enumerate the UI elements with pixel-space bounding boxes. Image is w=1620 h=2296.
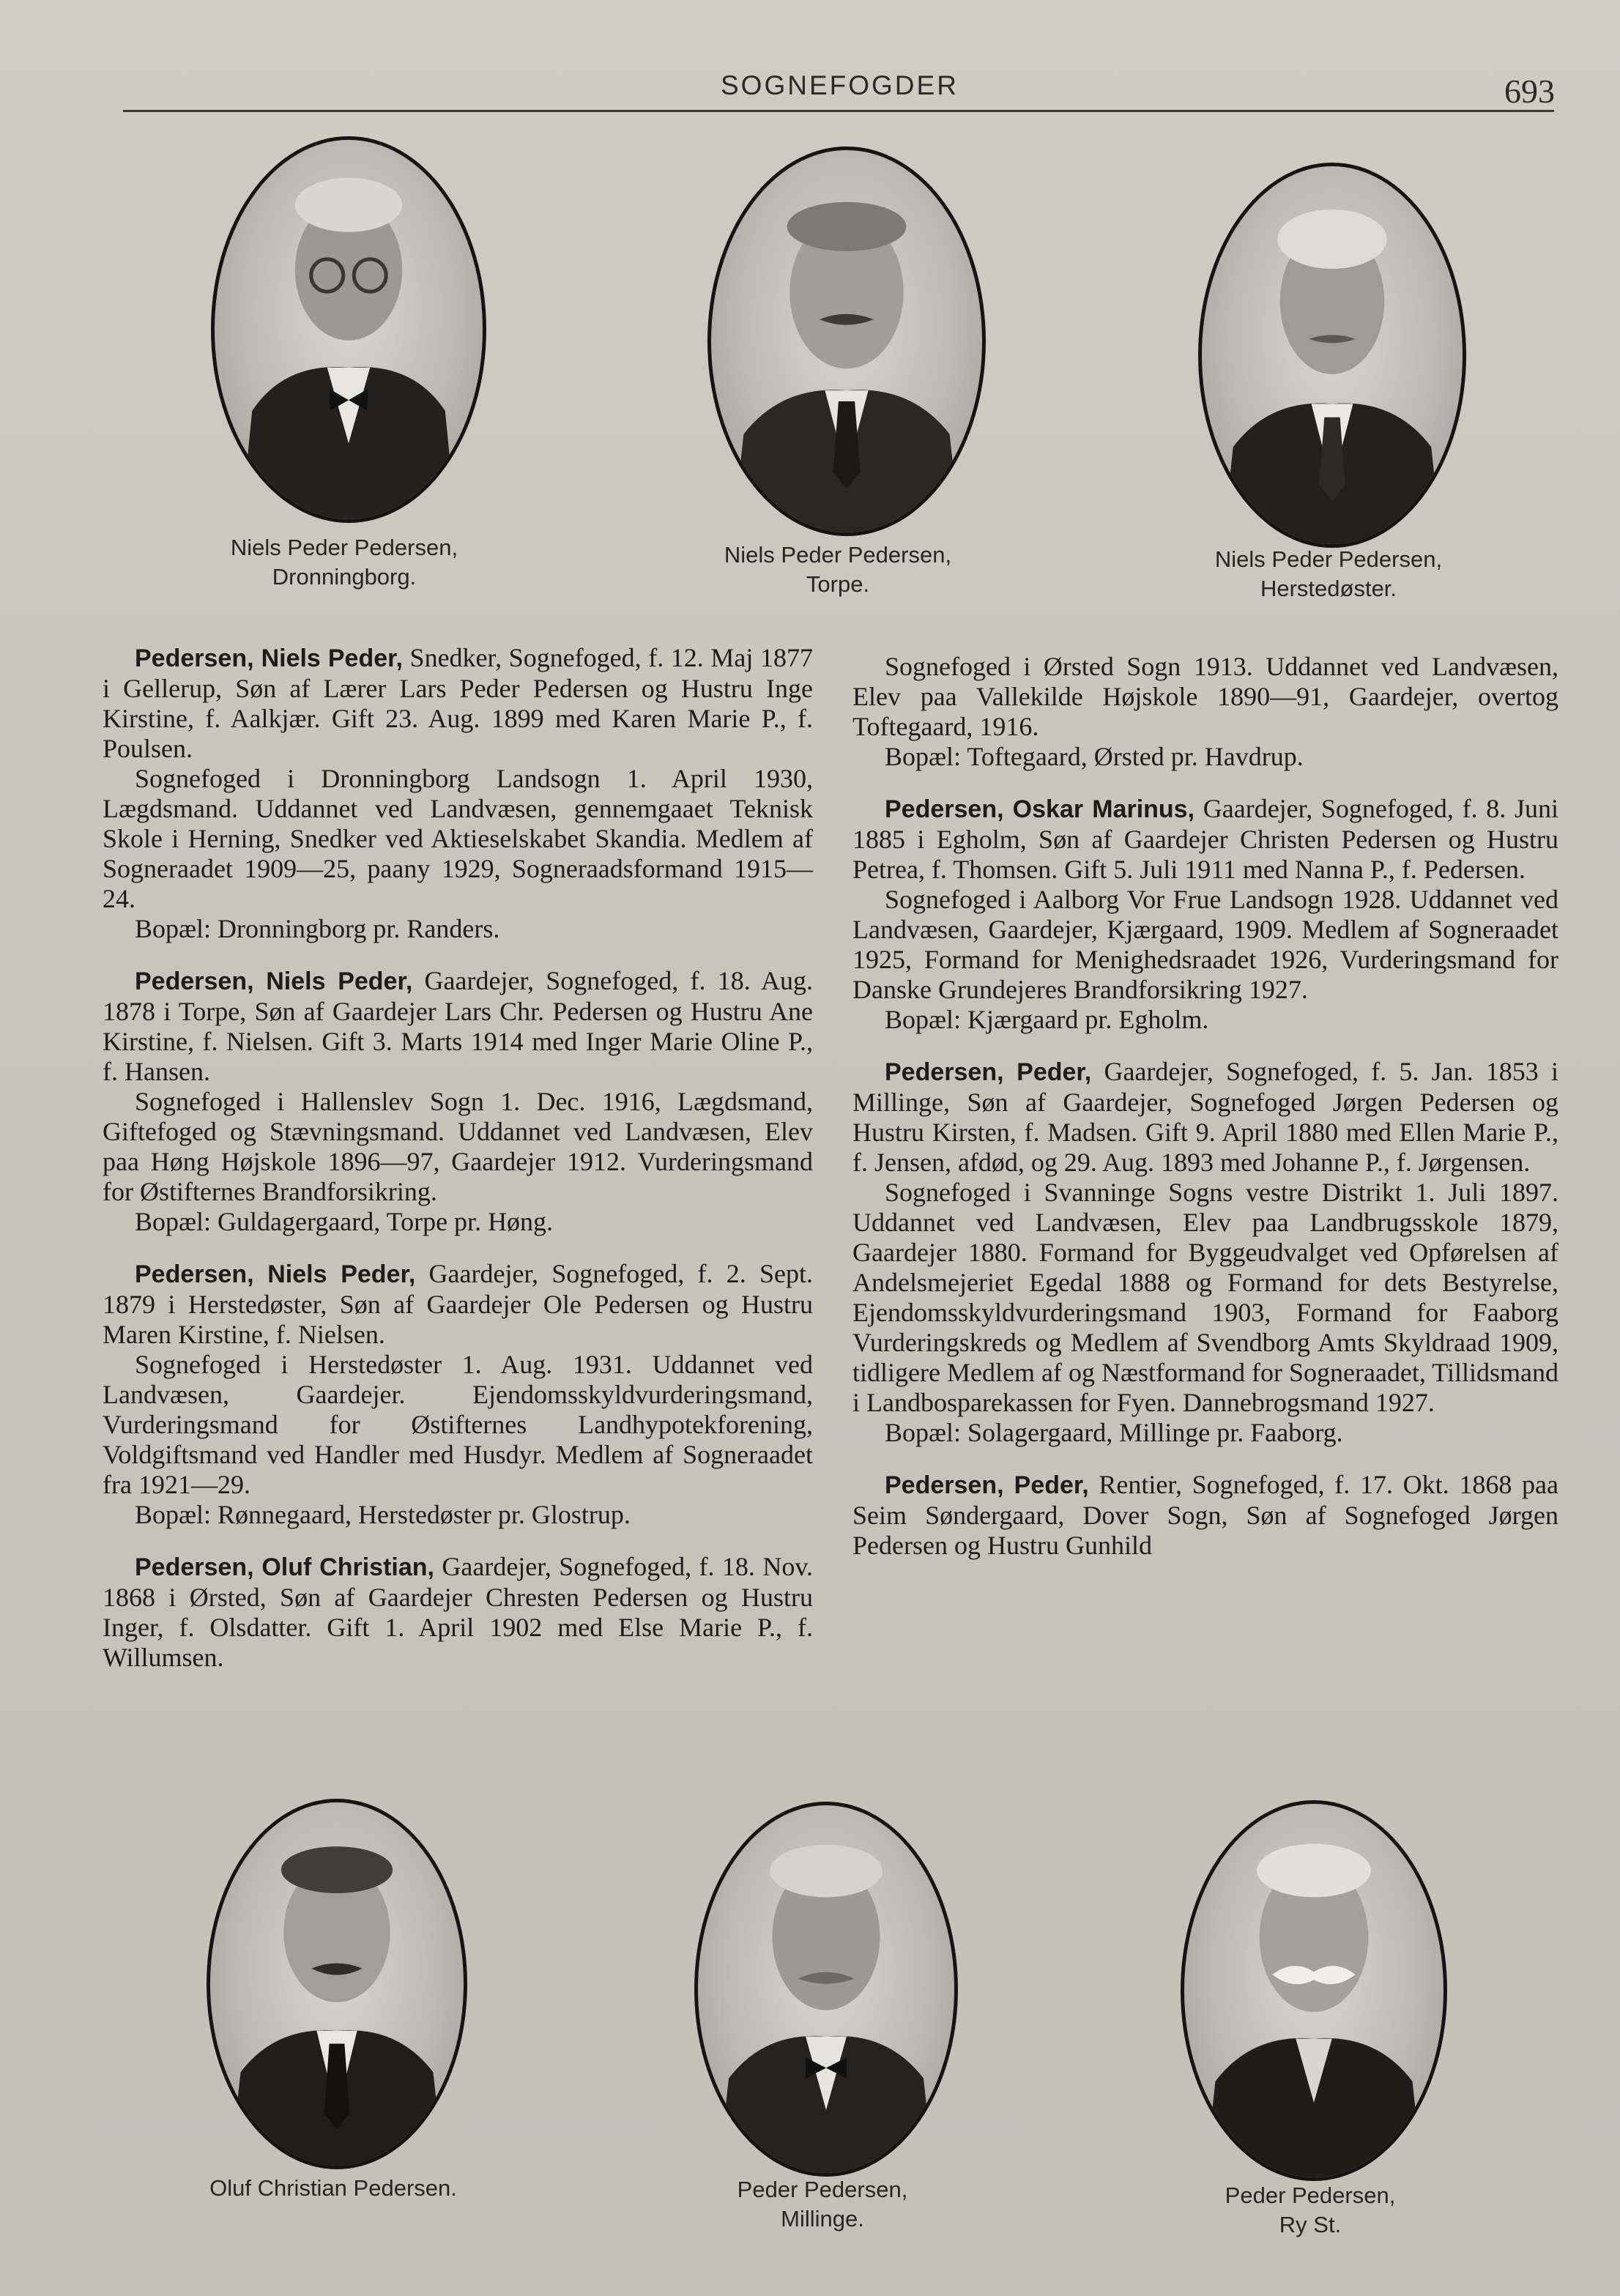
page-number: 693 [1504, 73, 1555, 110]
biography-entry: Pedersen, Peder, Gaardejer, Sognefoged, f. 5. Jan. 1853 i Millinge, Søn af Gaardejer, Sognefoged Jørgen Pedersen og Hustru Kirsten, f. Madsen. Gift 9. April 1880 med Ellen Marie P., f. Jensen, afdød, og 29. Aug. 1893 med Johanne P., f. Jørgensen. Sognefoged i Svanninge Sogns vestre Distrikt 1. Juli 1897. Uddannet ved Landvæsen, Elev paa Landbrugsskole 1879, Gaardejer 1880. Formand for Byggeudvalget ved Opførelsen af Andelsmejeriet Egedal 1888 og Formand for dets Bestyrelse, Ejendomsskyldvurderingsmand 1903, Formand for Faaborg Vurderingskreds og Medlem af Svendborg Amts Skyldraad 1909, tidligere Medlem af og Næstformand for Sogneraadet, Tillidsmand i Landbosparekassen for Fyen. Dannebrogsmand 1927. Bopæl: Solagergaard, Millinge pr. Faaborg. [852, 1057, 1558, 1447]
biography-entry: Pedersen, Niels Peder, Gaardejer, Sognefoged, f. 2. Sept. 1879 i Herstedøster, Søn af Gaardejer Ole Pedersen og Hustru Maren Kirstine, f. Nielsen. Sognefoged i Herstedøster 1. Aug. 1931. Uddannet ved Landvæsen, Gaardejer. Ejendomsskyldvurderingsmand, Vurderingsmand for Østifternes Landhypotekforening, Voldgiftsmand ved Handler med Husdyr. Medlem af Sogneraadet fra 1921—29. Bopæl: Rønnegaard, Herstedøster pr. Glostrup. [103, 1259, 813, 1529]
running-header: SOGNEFOGDER [721, 70, 959, 100]
biography-entry: Pedersen, Oluf Christian, Gaardejer, Sognefoged, f. 18. Nov. 1868 i Ørsted, Søn af Gaardejer Chresten Pedersen og Hustru Inger, f. Olsdatter. Gift 1. April 1902 med Else Marie P., f. Willumsen. [103, 1552, 813, 1672]
entry-heading: Pedersen, Niels Peder, [135, 644, 403, 672]
portrait-niels-peder-pedersen-dronningborg [211, 136, 486, 523]
portrait-caption: Peder Pedersen, Millinge. [737, 2177, 908, 2232]
text-column-right [852, 652, 1558, 1583]
entry-heading: Pedersen, Oluf Christian, [135, 1553, 434, 1581]
portrait-caption: Niels Peder Pedersen, Dronningborg. [230, 535, 458, 590]
portrait-caption: Peder Pedersen, Ry St. [1225, 2182, 1396, 2237]
portrait-niels-peder-pedersen-torpe [707, 146, 986, 536]
portrait-peder-pedersen-millinge [694, 1802, 958, 2177]
header-rule [123, 110, 1554, 112]
biography-entry: Pedersen, Niels Peder, Gaardejer, Sognefoged, f. 18. Aug. 1878 i Torpe, Søn af Gaardejer Lars Chr. Pedersen og Hustru Ane Kirstine, f. Nielsen. Gift 3. Marts 1914 med Inger Marie Oline P., f. Hansen. Sognefoged i Hallenslev Sogn 1. Dec. 1916, Lægdsmand, Giftefoged og Stævningsmand. Uddannet ved Landvæsen, Elev paa Høng Højskole 1896—97, Gaardejer 1912. Vurderingsmand for Østifternes Brandforsikring. Bopæl: Guldagergaard, Torpe pr. Høng. [103, 966, 813, 1236]
entry-heading: Pedersen, Oskar Marinus, [885, 795, 1195, 823]
entry-heading: Pedersen, Peder, [885, 1058, 1092, 1086]
portrait-peder-pedersen-ry [1181, 1800, 1447, 2181]
biography-entry: Pedersen, Niels Peder, Snedker, Sognefoged, f. 12. Maj 1877 i Gellerup, Søn af Lærer Lars Peder Pedersen og Hustru Inge Kirstine, f. Aalkjær. Gift 23. Aug. 1899 med Karen Marie P., f. Poulsen. Sognefoged i Dronningborg Landsogn 1. April 1930, Lægdsmand. Uddannet ved Landvæsen, gennemgaaet Teknisk Skole i Herning, Snedker ved Aktieselskabet Skandia. Medlem af Sogneraadet 1909—25, paany 1929, Sogneraadsformand 1915—24. Bopæl: Dronningborg pr. Randers. [103, 643, 813, 943]
portrait-oluf-christian-pedersen [207, 1799, 467, 2169]
portrait-caption: Niels Peder Pedersen, Herstedøster. [1214, 546, 1443, 601]
entry-heading: Pedersen, Peder, [885, 1471, 1089, 1499]
portrait-caption: Niels Peder Pedersen, Torpe. [724, 542, 952, 597]
biography-entry: Pedersen, Oskar Marinus, Gaardejer, Sognefoged, f. 8. Juni 1885 i Egholm, Søn af Gaardejer Christen Pedersen og Hustru Petrea, f. Thomsen. Gift 5. Juli 1911 med Nanna P., f. Pedersen. Sognefoged i Aalborg Vor Frue Landsogn 1928. Uddannet ved Landvæsen, Gaardejer, Kjærgaard, 1909. Medlem af Sogneraadet 1925, Formand for Menighedsraadet 1926, Vurderingsmand for Danske Grundejeres Brandforsikring 1927. Bopæl: Kjærgaard pr. Egholm. [852, 794, 1558, 1034]
biography-entry-continued: Sognefoged i Ørsted Sogn 1913. Uddannet ved Landvæsen, Elev paa Vallekilde Højskole 1890—91, Gaardejer, overtog Toftegaard, 1916. Bopæl: Toftegaard, Ørsted pr. Havdrup. [852, 652, 1558, 771]
portrait-caption: Oluf Christian Pedersen. [209, 2175, 457, 2201]
portrait-niels-peder-pedersen-herstedoster [1198, 163, 1466, 548]
biography-entry: Pedersen, Peder, Rentier, Sognefoged, f. 17. Okt. 1868 paa Seim Søndergaard, Dover Sogn, Søn af Sognefoged Jørgen Pedersen og Hustru Gunhild [852, 1470, 1558, 1560]
text-column-left [103, 643, 813, 1695]
entry-heading: Pedersen, Niels Peder, [135, 967, 413, 995]
entry-heading: Pedersen, Niels Peder, [135, 1260, 416, 1288]
